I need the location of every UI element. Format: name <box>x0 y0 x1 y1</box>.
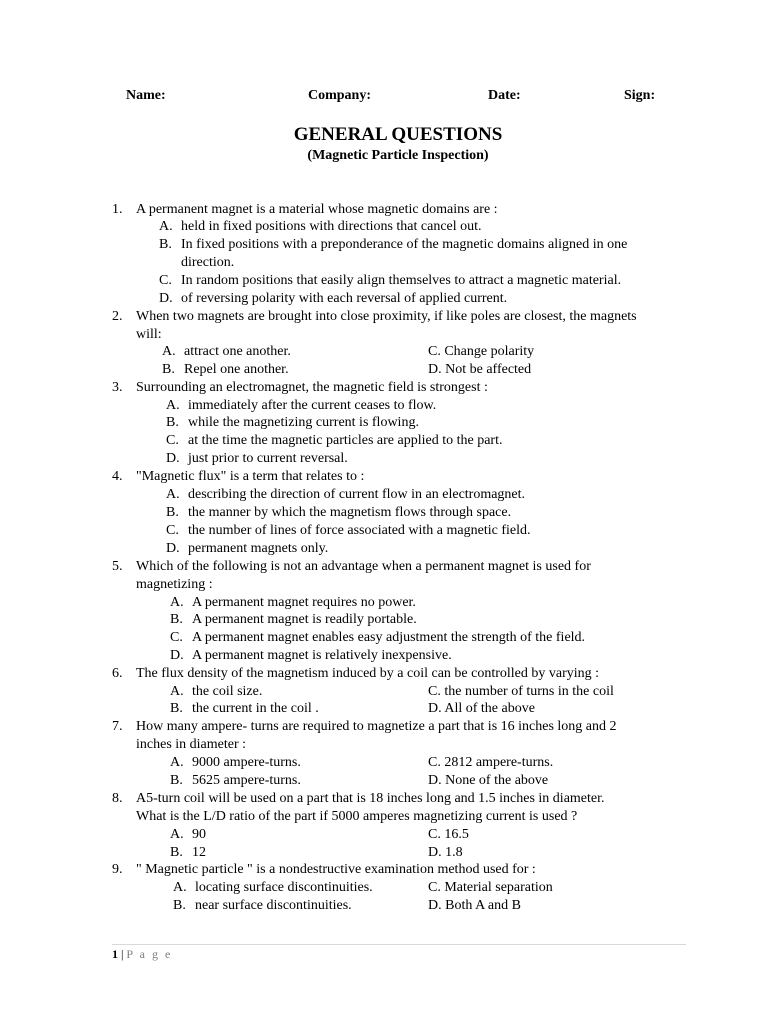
option: B. the manner by which the magnetism flows through space. <box>166 505 512 520</box>
option: B. while the magnetizing current is flowing. <box>166 415 419 430</box>
option: A. immediately after the current ceases to flow. <box>166 398 437 413</box>
option-right: C. 2812 ampere-turns. <box>428 755 554 770</box>
option: B. 12 <box>170 845 206 860</box>
page-subtitle: (Magnetic Particle Inspection) <box>307 148 489 163</box>
option: D. A permanent magnet is relatively inexpensive. <box>170 648 452 663</box>
option: A. attract one another. <box>162 344 291 359</box>
option: B. A permanent magnet is readily portable. <box>170 612 417 627</box>
question-continuation: will: <box>136 327 162 342</box>
page-title: GENERAL QUESTIONS <box>293 124 503 145</box>
question-continuation: What is the L/D ratio of the part if 5000 amperes magnetizing current is used ? <box>136 809 578 824</box>
question-8: 8. A5-turn coil will be used on a part that is 18 inches long and 1.5 inches in diameter. <box>112 791 605 806</box>
option-continuation: direction. <box>181 255 235 270</box>
page-footer <box>112 947 172 962</box>
footer-divider <box>112 944 686 945</box>
option-right: D. None of the above <box>428 773 549 788</box>
option-right: C. 16.5 <box>428 827 469 842</box>
page-word: P a g e <box>126 947 173 961</box>
question-4: 4. "Magnetic flux" is a term that relates to : <box>112 469 365 484</box>
question-text: A permanent magnet is a material whose magnetic domains are : <box>136 202 498 217</box>
question-number: 1. <box>112 202 123 217</box>
page-number: 1 <box>112 947 118 961</box>
option: A. A permanent magnet requires no power. <box>170 595 416 610</box>
question-3: 3. Surrounding an electromagnet, the magnetic field is strongest : <box>112 380 488 395</box>
option: B. Repel one another. <box>162 362 289 377</box>
question-1 <box>112 201 498 219</box>
option: D. just prior to current reversal. <box>166 451 348 466</box>
question-6: 6. The flux density of the magnetism induced by a coil can be controlled by varying : <box>112 666 600 681</box>
option: A. describing the direction of current flow in an electromagnet. <box>166 487 526 502</box>
option: C. at the time the magnetic particles are applied to the part. <box>166 433 503 448</box>
option-right: C. Material separation <box>428 880 553 895</box>
option: A. held in fixed positions with directions that cancel out. <box>159 219 482 234</box>
question-continuation: inches in diameter : <box>136 737 247 752</box>
option: D. permanent magnets only. <box>166 541 329 556</box>
option: A. 9000 ampere-turns. <box>170 755 301 770</box>
option: B. In fixed positions with a preponderance of the magnetic domains aligned in one <box>159 237 628 252</box>
question-7: 7. How many ampere- turns are required to magnetize a part that is 16 inches long and 2 <box>112 719 617 734</box>
option-right: C. the number of turns in the coil <box>428 684 614 699</box>
option: B. the current in the coil . <box>170 701 319 716</box>
option-right: D. 1.8 <box>428 845 463 860</box>
option: C. In random positions that easily align themselves to attract a magnetic material. <box>159 273 622 288</box>
option-right: D. Both A and B <box>428 898 521 913</box>
option: C. the number of lines of force associated with a magnetic field. <box>166 523 531 538</box>
question-continuation: magnetizing : <box>136 577 213 592</box>
footer-separator: | <box>121 947 124 961</box>
question-5: 5. Which of the following is not an advantage when a permanent magnet is used for <box>112 559 591 574</box>
option: B. near surface discontinuities. <box>173 898 352 913</box>
option: C. A permanent magnet enables easy adjustment the strength of the field. <box>170 630 586 645</box>
company-label: Company: <box>308 88 372 103</box>
option-right: D. Not be affected <box>428 362 532 377</box>
option-right: C. Change polarity <box>428 344 535 359</box>
option-right: D. All of the above <box>428 701 535 716</box>
name-label: Name: <box>126 88 166 103</box>
option: A. 90 <box>170 827 206 842</box>
option: D. of reversing polarity with each reversal of applied current. <box>159 291 508 306</box>
question-9: 9. " Magnetic particle " is a nondestructive examination method used for : <box>112 862 536 877</box>
option: A. locating surface discontinuities. <box>173 880 373 895</box>
option: B. 5625 ampere-turns. <box>170 773 301 788</box>
question-2: 2. When two magnets are brought into close proximity, if like poles are closest, the magnets <box>112 309 637 324</box>
sign-label: Sign: <box>624 88 656 103</box>
date-label: Date: <box>488 88 521 103</box>
option: A. the coil size. <box>170 684 263 699</box>
